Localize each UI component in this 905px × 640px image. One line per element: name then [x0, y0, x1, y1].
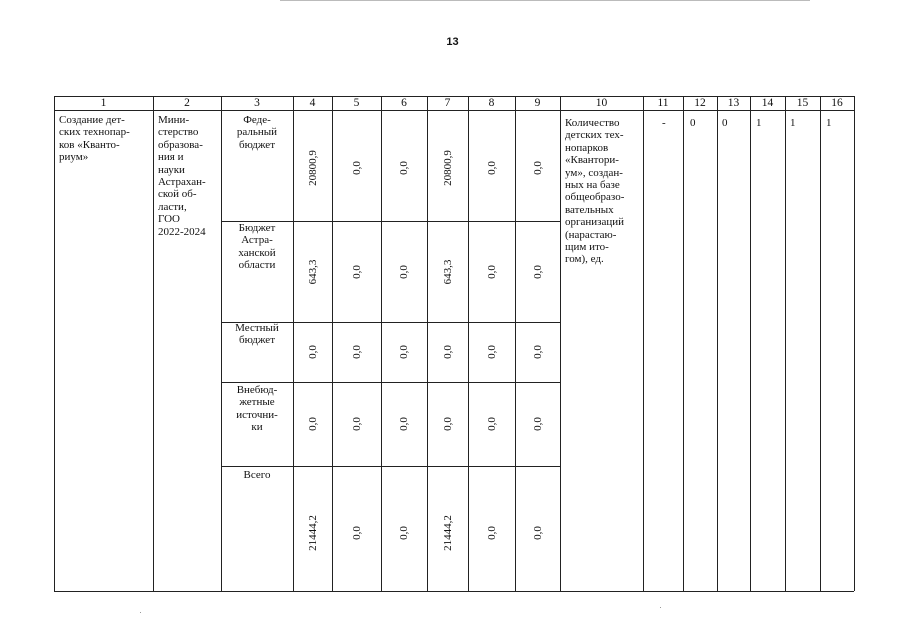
column-divider: [683, 96, 684, 591]
column-divider: [820, 96, 821, 591]
source-4-value-col8: 0,0: [485, 417, 498, 431]
source-name-4: Внебюд- жетные источни- ки: [236, 384, 278, 434]
source-2-value-col9: 0,0: [531, 264, 544, 279]
column-header-9: 9: [534, 97, 541, 109]
source-5-value-col4: 21444,2: [306, 514, 319, 551]
measure-name: Создание дет- ских технопар- ков «Кванто- риум»: [59, 114, 130, 164]
source-4-value-col9: 0,0: [531, 417, 544, 431]
budget-table: [54, 96, 854, 596]
column-header-16: 16: [831, 97, 843, 109]
scan-speck: [660, 607, 661, 608]
source-2-value-col5: 0,0: [350, 264, 363, 279]
source-2-value-col7: 643,3: [441, 259, 454, 284]
column-header-15: 15: [796, 97, 809, 109]
column-header-5: 5: [353, 97, 360, 109]
source-2-value-col4: 643,3: [306, 259, 319, 284]
source-name-3: Местный бюджет: [235, 322, 279, 347]
column-header-13: 13: [727, 97, 740, 109]
column-divider: [854, 96, 855, 591]
source-1-value-col6: 0,0: [398, 160, 410, 175]
source-1-value-col5: 0,0: [350, 160, 363, 175]
source-3-value-col8: 0,0: [485, 345, 498, 359]
source-4-value-col5: 0,0: [350, 417, 363, 431]
source-1-value-col7: 20800,9: [441, 149, 454, 186]
column-header-10: 10: [595, 97, 608, 109]
column-header-2: 2: [184, 97, 190, 109]
column-divider: [750, 96, 751, 591]
column-header-6: 6: [401, 97, 407, 109]
source-4-value-col6: 0,0: [398, 417, 410, 431]
source-5-value-col6: 0,0: [398, 525, 410, 540]
source-3-value-col7: 0,0: [441, 345, 454, 359]
column-divider: [427, 96, 428, 591]
source-1-value-col9: 0,0: [531, 160, 544, 175]
source-1-value-col4: 20800,9: [306, 149, 319, 186]
source-3-value-col9: 0,0: [531, 345, 544, 359]
column-header-8: 8: [488, 97, 495, 109]
source-5-value-col7: 21444,2: [441, 514, 454, 551]
col13-value: 0: [722, 117, 728, 129]
col12-value: 0: [690, 117, 696, 129]
column-divider: [54, 96, 55, 591]
source-5-value-col8: 0,0: [485, 525, 498, 540]
source-4-value-col4: 0,0: [306, 417, 319, 431]
indicator-description: Количество детских тех- нопарков «Квантори- ум», создан- ных на базе общеобразо- вательных организаций (нарастаю- щим ито- гом), ед.: [565, 117, 625, 266]
column-divider: [560, 96, 561, 591]
scan-speck: [140, 612, 141, 613]
source-name-5: Всего: [243, 469, 271, 481]
source-2-value-col6: 0,0: [398, 264, 410, 279]
source-row-divider: [221, 382, 560, 383]
column-divider: [643, 96, 644, 591]
column-divider: [381, 96, 382, 591]
table-bottom-border: [54, 591, 854, 592]
source-3-value-col6: 0,0: [398, 345, 410, 359]
source-3-value-col4: 0,0: [306, 345, 319, 359]
source-name-2: Бюджет Астра- ханской области: [238, 222, 276, 272]
column-divider: [785, 96, 786, 591]
column-divider: [717, 96, 718, 591]
column-divider: [293, 96, 294, 591]
column-header-14: 14: [761, 97, 774, 109]
column-header-11: 11: [657, 97, 669, 109]
column-header-12: 12: [694, 97, 706, 109]
source-5-value-col9: 0,0: [531, 525, 544, 540]
column-divider: [515, 96, 516, 591]
column-divider: [221, 96, 222, 591]
page-number: 13: [446, 36, 459, 48]
source-2-value-col8: 0,0: [485, 264, 498, 279]
top-rule: [280, 0, 810, 1]
col11-value: -: [662, 117, 666, 129]
executor-name: Мини- стерство образова- ния и науки Астрахан- ской об- ласти, ГОО 2022-2024: [158, 114, 206, 238]
column-divider: [468, 96, 469, 591]
source-3-value-col5: 0,0: [350, 345, 363, 359]
source-4-value-col7: 0,0: [441, 417, 454, 431]
col14-value: 1: [756, 117, 762, 129]
column-header-3: 3: [254, 97, 260, 109]
col16-value: 1: [826, 117, 832, 129]
source-5-value-col5: 0,0: [350, 525, 363, 540]
column-header-7: 7: [444, 97, 451, 109]
column-divider: [153, 96, 154, 591]
col15-value: 1: [790, 117, 796, 129]
header-bottom-border: [54, 110, 854, 111]
column-header-1: 1: [100, 97, 107, 109]
column-divider: [332, 96, 333, 591]
column-header-4: 4: [309, 97, 316, 109]
source-name-1: Феде- ральный бюджет: [236, 114, 278, 151]
source-1-value-col8: 0,0: [485, 160, 498, 175]
source-row-divider: [221, 466, 560, 467]
